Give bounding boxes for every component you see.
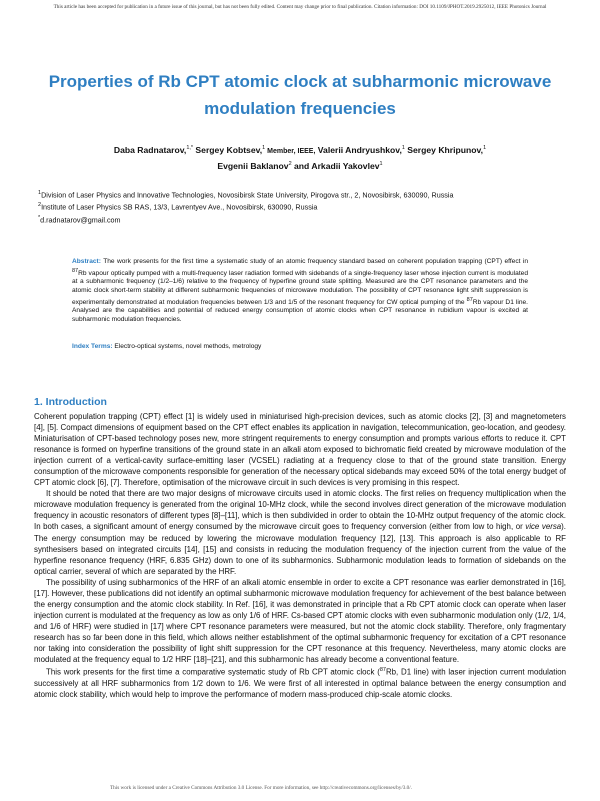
paper-title: Properties of Rb CPT atomic clock at subharmonic microwave modulation frequencies — [48, 72, 552, 118]
author-affiliation-mark: 1 — [262, 145, 266, 151]
paragraph-text: Rb, D1 line) with laser injection current modulation successively at all HRF subharmonics from 1/2 down to 1/6. We were first of all interested in optimal balance between the energy consumption and atomic clock stability, which would help to improve the performance of modern mass-produced chip-scale atomic clocks. — [34, 667, 566, 699]
affiliation-mark: 1 — [38, 190, 42, 196]
affiliation-mark: 2 — [38, 202, 42, 209]
paragraph: Coherent population trapping (CPT) effect [1] is widely used in miniaturised high-precision devices, such as atomic clocks [2], [3] and magnetometers [4], [5]. Compact dimensions of equipment based on the CPT effect enables its application in navigation, telecommunication, geo-location, and geodesy. Miniaturisation of CPT-based technology poses new, more stringent requirements to energy consumption and prompts various efforts to reduce it. CPT resonance is formed on hyperfine transitions of the ground state in an alkali atom exposed to bichromatic field created by microwave modulation of the injection current of a vertical-cavity surface-emitting laser (VCSEL) radiating at a frequency close to that of the ground state transition. Energy consumption of the microwave components responsible for generation of the necessary optical sidebands may exceed 50% of the total energy budget of CPT atomic clock [6], [7]. Therefore, optimisation of the microwave circuit in such devices is very promising in this respect. — [34, 412, 566, 488]
abstract — [72, 258, 528, 325]
author-name: Valerii Andryushkov, — [315, 144, 402, 155]
index-terms — [72, 342, 528, 351]
affiliation-list — [38, 188, 568, 225]
affiliation-mark: * — [38, 214, 41, 221]
author-affiliation-mark: 2 — [288, 160, 292, 167]
author-list — [50, 142, 550, 172]
author-conjunction: and — [291, 160, 310, 171]
affiliation-text: Division of Laser Physics and Innovative Technologies, Novosibirsk State University, Pirogova str., 2, Novosibirsk, 630090, Russia — [41, 190, 454, 200]
author-name: Sergey Khripunov, — [404, 144, 484, 155]
paragraph — [34, 665, 566, 700]
emphasis-text: vice versa — [525, 522, 562, 532]
affiliation-item — [38, 188, 568, 200]
author-affiliation-mark: 1,* — [186, 145, 194, 151]
paragraph: The possibility of using subharmonics of the HRF of an alkali atomic ensemble in order to excite a CPT resonance was earlier demonstrated in [16], [17]. However, these publications did not identify an optimal subharmonic microwave modulation frequency for achievement of the best balance between the energy consumption and the atomic clock stability. In Ref. [16], it was demonstrated in principle that a Rb CPT atomic clock can operate when laser injection current is modulated at the frequency as low as only 1/6 of HRF. Cs-based CPT atomic clocks with even subharmonic modulation only (1/2, 1/4, and 1/6 of HRF) were studied in [17] where CPT resonance parameters were measured, but not the atomic clock stability. Therefore, only fragmentary research has so far been done in this field, which allows neither establishment of the optimal subharmonic frequency for excitation of a CPT resonance nor taking into consideration the possibility of light shift suppression for the CPT resonance at this frequency. Nevertheless, many atomic clocks are modulated at the frequency equal to 1/2 HRF [18]–[21], and this subharmonic has already become a conventional feature. — [34, 577, 566, 665]
license-footer: This work is licensed under a Creative Commons Attribution 3.0 License. For more information, see http://creativecommons.org/licenses/by/3.0/. — [110, 785, 413, 791]
author-name: Arkadii Yakovlev — [309, 160, 380, 171]
paragraph-text: It should be noted that there are two major designs of microwave circuits used in atomic clocks. The first relies on frequency multiplication when the microwave modulation frequency is generated from the original 10-MHz clock, while the second involves direct generation of the microwave modulation frequency in acoustic resonators of different types [8]–[11], which is then subdivided in order to obtain the 10-MHz output frequency of the atomic clock. In both cases, a significant amount of energy consumed by the microwave circuit goes to frequency conversion (either from low to high, or — [34, 489, 566, 532]
author-affiliation-mark: 1 — [379, 160, 383, 167]
journal-header-note: This article has been accepted for publication in a future issue of this journal, but has not been fully edited. Content may change prior to final publication. Citation information: DOI 10.1109/JPHOT.2019.2925012, IEEE Photonics Journal — [53, 4, 547, 10]
index-terms-label: Index Terms: — [72, 343, 113, 350]
author-name: Sergey Kobtsev, — [193, 144, 263, 155]
paragraph-text: ). The energy consumption may be reduced by lowering the microwave modulation frequency [12], [13]. This approach is also applicable to RF synthesisers based on integrated circuits [14], [15] and consists in reducing the modulation frequency of the injection current from the value of the hyperfine resonance frequency (HRF, 6.835 GHz) down to one of its subharmonics. Subharmonic modulation leads to formation of sidebands on the optical carrier, several of which are separated by the HRF. — [34, 522, 566, 576]
abstract-text: Rb vapour optically pumped with a multi-frequency laser radiation formed with sidebands of a single-frequency laser whose injection current is modulated at a subharmonic frequency (1/2–1/6) relative to the frequency of hyperfine ground state splitting. Measured are the CPT resonance parameters and the atomic clock short-term stability at different subharmonic frequencies of microwave modulation. The possibility of CPT resonance light shift suppression is experimentally demonstrated at modulation frequencies between 1/3 and 1/5 of the resonant frequency for CW optical pumping of the — [72, 269, 528, 306]
isotope-superscript: 87 — [379, 667, 386, 674]
author-membership: Member, IEEE, — [265, 147, 316, 155]
isotope-superscript: 87 — [72, 267, 79, 274]
isotope-superscript: 87 — [466, 296, 473, 303]
contact-email: d.radnatarov@gmail.com — [40, 215, 121, 225]
index-terms-text: Electro-optical systems, novel methods, metrology — [112, 343, 262, 350]
author-affiliation-mark: 1 — [483, 145, 487, 151]
abstract-text: The work presents for the first time a systematic study of an atomic frequency standard based on coherent population trapping (CPT) effect in — [100, 258, 528, 265]
author-name: Daba Radnatarov, — [113, 144, 187, 155]
section-heading: 1. Introduction — [34, 396, 107, 408]
author-name: Evgenii Baklanov — [217, 160, 289, 171]
affiliation-item — [38, 213, 568, 225]
paragraph — [34, 488, 566, 576]
paragraph-text: This work presents for the first time a comparative systematic study of Rb CPT atomic clock ( — [46, 667, 380, 677]
author-affiliation-mark: 1 — [401, 145, 405, 151]
introduction-body — [34, 411, 566, 700]
abstract-label: Abstract: — [72, 258, 101, 265]
affiliation-text: Institute of Laser Physics SB RAS, 13/3, Lavrentyev Ave., Novosibirsk, 630090, Russia — [41, 202, 318, 212]
abstract-text: Rb vapour D1 line. Analysed are the capabilities and potential of reduced energy consumption of atomic clocks when CPT resonance in rubidium vapour is excited at subharmonic modulation frequencies. — [72, 298, 528, 323]
affiliation-item — [38, 200, 568, 212]
